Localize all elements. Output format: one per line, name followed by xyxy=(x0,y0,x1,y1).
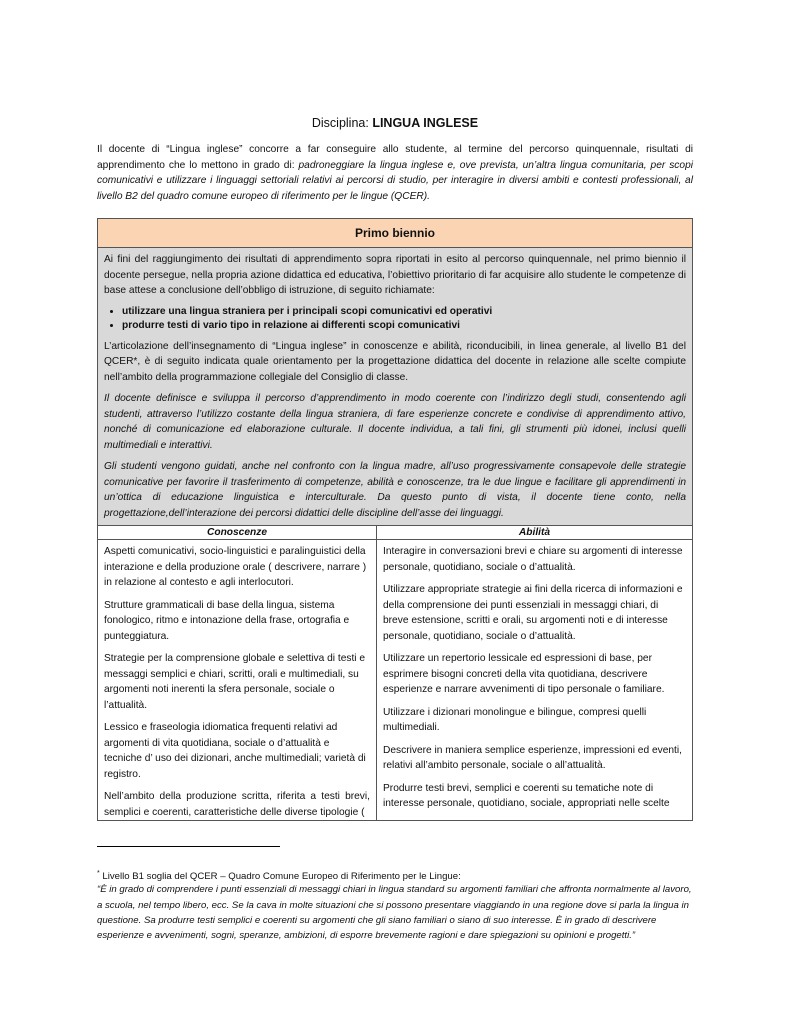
intro-paragraph xyxy=(97,142,693,204)
page-title xyxy=(97,116,693,130)
section-para-1: Ai fini del raggiungimento dei risultati di apprendimento sopra riportati in esito al percorso quinquennale, nel primo biennio il docente persegue, nella propria azione didattica ed educativa, l’obiettivo prioritario di far acquisire allo studente le competenze di base attese a conclusione dell’obbligo di istruzione, di seguito richiamate: xyxy=(104,254,686,296)
conoscenze-column xyxy=(98,540,377,821)
footnote-quote: “È in grado di comprendere i punti essenziali di messaggi chiari in lingua standard su argomenti familiari che affronta normalmente al lavoro, a scuola, nel tempo libero, ecc. Se la cava in molte situazioni che si possono presentare viaggiando in una regione dove si parla la lingua in questione. Sa produrre testi semplici e coerenti su argomenti che gli siano familiari o siano di suo interesse. È in grado di descrivere esperienze e avvenimenti, sogni, speranze, ambizioni, di esporre brevemente ragioni e dare spiegazioni su opinioni e progetti.” xyxy=(97,884,692,942)
section-para-3: Il docente definisce e sviluppa il percorso d’apprendimento in modo coerente con l’indirizzo degli studi, consentendo agli studenti, attraverso l’utilizzo costante della lingua straniera, di fare esperienze concrete e condivise di apprendimento attivo, nonché di comunicazione ed elaborazione culturale. Il docente individua, a tali fini, gli strumenti più idonei, inclusi quelli multimediali e interattivi. xyxy=(104,393,686,451)
abilita-item: Interagire in conversazioni brevi e chiare su argomenti di interesse personale, quotidiano, sociale o d’attualità. xyxy=(383,546,683,573)
abilita-item: Utilizzare i dizionari monolingue e bilingue, compresi quelli multimediali. xyxy=(383,706,647,733)
section-para-2: L’articolazione dell’insegnamento di “Lingua inglese” in conoscenze e abilità, riconducibili, in linea generale, al livello B1 del QCER*, è di seguito indicata quale orientamento per la progettazione didattica del docente in relazione alle scelte compiute nell’ambito della programmazione collegiale del Consiglio di classe. xyxy=(104,340,686,383)
conoscenze-item: Lessico e fraseologia idiomatica frequenti relativi ad argomenti di vita quotidiana, sociale o d’attualità e tecniche d’ uso dei dizionari, anche multimediali; varietà di registro. xyxy=(104,722,366,780)
competence-list xyxy=(104,305,686,333)
competence-item: • produrre testi di vario tipo in relazione ai differenti scopi comunicativi xyxy=(122,319,686,333)
abilita-item: Produrre testi brevi, semplici e coerenti su tematiche note di interesse personale, quotidiano, sociale, appropriati nelle scelte xyxy=(383,782,670,809)
section-description xyxy=(98,248,693,526)
footnote-mark: * xyxy=(97,870,100,877)
conoscenze-item: Strategie per la comprensione globale e selettiva di testi e messaggi semplici e chiari, scritti, orali e multimediali, su argomenti noti inerenti la sfera personale, sociale o l’attualità. xyxy=(104,653,366,711)
conoscenze-item: Strutture grammaticali di base della lingua, sistema fonologico, ritmo e intonazione della frase, ortografia e punteggiatura. xyxy=(104,599,350,642)
abilita-column xyxy=(377,540,693,821)
abilita-item: Descrivere in maniera semplice esperienze, impressioni ed eventi, relativi all’ambito personale, sociale o all’attualità. xyxy=(383,744,682,771)
competence-item: • utilizzare una lingua straniera per i principali scopi comunicativi ed operativi xyxy=(122,305,686,319)
conoscenze-item: Aspetti comunicativi, socio-linguistici e paralinguistici della interazione e della produzione orale ( descrivere, narrare ) in relazione al contesto e agli interlocutori. xyxy=(104,546,367,588)
intro-italic: padroneggiare la lingua inglese e, ove prevista, un’altra lingua comunitaria, per scopi comunicativi e utilizzare i linguaggi settoriali relativi ai percorsi di studio, per interagire in diversi ambiti e contesti professionali, al livello B2 del quadro comune europeo di riferimento per le lingue (QCER). xyxy=(97,159,694,202)
abilita-item: Utilizzare un repertorio lessicale ed espressioni di base, per esprimere bisogni concreti della vita quotidiana, descrivere esperienze e narrare avvenimenti di tipo personale o familiare. xyxy=(383,653,665,695)
conoscenze-item: Nell’ambito della produzione scritta, riferita a testi brevi, semplici e coerenti, caratteristiche delle diverse tipologie ( xyxy=(104,791,370,818)
section-header: Primo biennio xyxy=(98,219,693,248)
curriculum-table xyxy=(97,218,693,821)
footnote xyxy=(97,866,693,944)
footnote-line: Livello B1 soglia del QCER – Quadro Comune Europeo di Riferimento per le Lingue: xyxy=(99,871,461,883)
conoscenze-header: Conoscenze xyxy=(98,526,377,540)
footnote-separator xyxy=(97,846,280,847)
title-subject: LINGUA INGLESE xyxy=(372,116,479,130)
section-para-4: Gli studenti vengono guidati, anche nel confronto con la lingua madre, all’uso progressivamente consapevole delle strategie comunicative per favorire il trasferimento di competenze, abilità e conoscenze, tra le due lingue e facilitare gli apprendimenti in un’ottica di educazione linguistica e interculturale. Da questo punto di vista, il docente tiene conto, nella progettazione,dell’interazione dei percorsi didattici delle discipline dell’asse dei linguaggi. xyxy=(104,461,686,519)
title-prefix: Disciplina: xyxy=(311,116,373,130)
abilita-header: Abilità xyxy=(377,526,693,540)
intro-plain: Il docente di “Lingua inglese” concorre a far conseguire allo studente, al termine del percorso quinquennale, risultati di apprendimento che lo mettono in grado di: xyxy=(97,144,693,171)
abilita-item: Utilizzare appropriate strategie ai fini della ricerca di informazioni e della comprensione dei punti essenziali in messaggi chiari, di breve estensione, scritti e orali, su argomenti noti e di interesse personale, quotidiano, sociale o d’attualità. xyxy=(383,584,683,642)
